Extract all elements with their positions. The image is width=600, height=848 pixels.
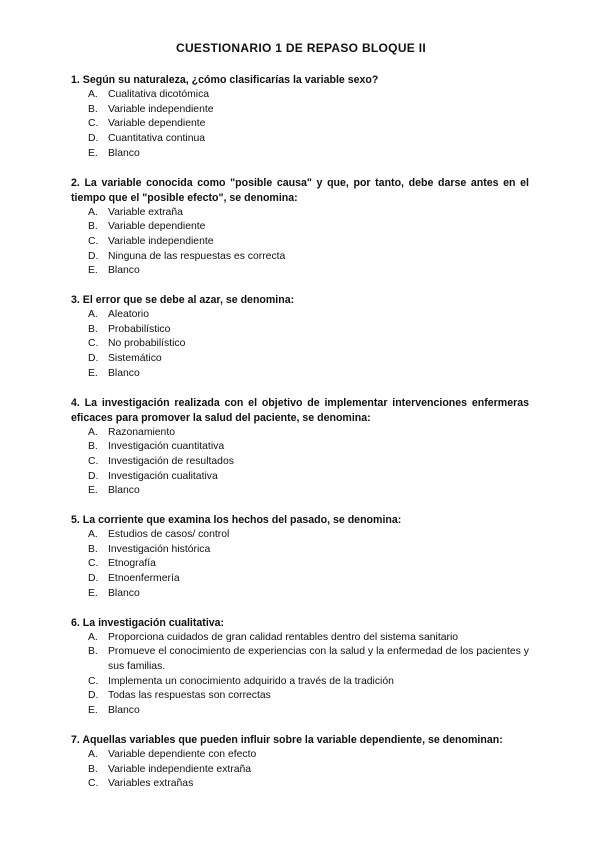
- option-text: Investigación cualitativa: [108, 470, 218, 482]
- option-letter: B.: [88, 221, 98, 233]
- option-letter: E.: [88, 367, 98, 379]
- answer-option: [71, 763, 529, 778]
- option-text: Cuantitativa continua: [108, 133, 206, 145]
- option-letter: C.: [88, 118, 99, 130]
- answer-option: [71, 206, 529, 221]
- answer-option: [71, 88, 529, 103]
- option-letter: B.: [88, 543, 98, 555]
- answer-option: [71, 455, 529, 470]
- question-text: 6. La investigación cualitativa:: [71, 616, 225, 629]
- option-letter: E.: [88, 265, 98, 277]
- option-text: Ninguna de las respuestas es correcta: [108, 250, 286, 262]
- answer-option: [71, 117, 529, 132]
- question-3: [71, 293, 529, 382]
- option-letter: C.: [88, 778, 99, 790]
- option-text: Razonamiento: [108, 426, 176, 438]
- answer-option: [71, 587, 529, 602]
- option-letter: E.: [88, 705, 98, 717]
- answer-option: [71, 337, 529, 352]
- option-letter: D.: [88, 470, 99, 482]
- option-text: Etnoenfermería: [108, 573, 180, 585]
- answer-option: [71, 235, 529, 250]
- question-2: [71, 176, 529, 280]
- option-letter: B.: [88, 646, 98, 658]
- option-text: Investigación cuantitativa: [108, 441, 225, 453]
- answer-option: [71, 308, 529, 323]
- option-letter: A.: [88, 89, 98, 100]
- option-list: [71, 206, 529, 280]
- answer-option: [71, 323, 529, 338]
- option-letter: A.: [88, 206, 98, 218]
- option-text: Todas las respuestas son correctas: [108, 690, 271, 702]
- answer-option: [71, 352, 529, 367]
- option-text: Variable dependiente: [108, 221, 206, 233]
- question-text: 1. Según su naturaleza, ¿cómo clasificarías la variable sexo?: [71, 74, 379, 86]
- option-letter: A.: [88, 309, 98, 321]
- question-text: 7. Aquellas variables que pueden influir sobre la variable dependiente, se denominan:: [71, 733, 503, 746]
- option-list: [71, 308, 529, 382]
- option-text: Variable independiente extraña: [108, 763, 252, 775]
- question-text: 4. La investigación realizada con el objetivo de implementar intervenciones enfermeras eficaces para promover la salud del paciente, se denomina:: [71, 396, 529, 424]
- option-letter: A.: [88, 748, 98, 760]
- option-text: Blanco: [108, 485, 140, 497]
- answer-option: [71, 675, 529, 690]
- document-title: CUESTIONARIO 1 DE REPASO BLOQUE II: [175, 41, 426, 55]
- option-letter: B.: [88, 441, 98, 453]
- answer-option: [71, 543, 529, 558]
- option-text: Blanco: [108, 147, 140, 159]
- option-letter: D.: [88, 133, 99, 145]
- option-text: Etnografía: [108, 558, 156, 570]
- answer-option: [71, 440, 529, 455]
- option-text: Variable dependiente con efecto: [108, 748, 257, 760]
- answer-option: [71, 367, 529, 382]
- answer-option: [71, 645, 529, 674]
- option-text: Blanco: [108, 265, 140, 277]
- option-letter: C.: [88, 235, 99, 247]
- option-letter: D.: [88, 690, 99, 702]
- option-text: Investigación de resultados: [108, 455, 234, 467]
- answer-option: [71, 426, 529, 441]
- option-letter: B.: [88, 323, 98, 335]
- answer-option: [71, 704, 529, 719]
- answer-option: [71, 147, 529, 162]
- question-text: 5. La corriente que examina los hechos del pasado, se denomina:: [71, 514, 402, 527]
- answer-option: [71, 132, 529, 147]
- option-letter: D.: [88, 353, 99, 365]
- option-letter: A.: [88, 426, 98, 438]
- question-text: 3. El error que se debe al azar, se denomina:: [71, 294, 295, 307]
- option-text: Estudios de casos/ control: [108, 529, 230, 541]
- option-text: No probabilístico: [108, 338, 186, 350]
- option-text: Variable dependiente: [108, 118, 206, 130]
- question-5: [71, 513, 529, 602]
- answer-option: [71, 264, 529, 279]
- option-letter: A.: [88, 631, 98, 643]
- option-text: Blanco: [108, 705, 140, 717]
- answer-option: [71, 777, 529, 792]
- option-letter: C.: [88, 455, 99, 467]
- option-letter: C.: [88, 338, 99, 350]
- option-letter: D.: [88, 250, 99, 262]
- option-letter: B.: [88, 763, 98, 775]
- question-list: [71, 73, 529, 792]
- question-7: [71, 733, 529, 792]
- answer-option: [71, 470, 529, 485]
- option-text: Variable independiente: [108, 103, 214, 115]
- option-letter: E.: [88, 587, 98, 599]
- answer-option: [71, 220, 529, 235]
- question-4: [71, 396, 529, 500]
- answer-option: [71, 484, 529, 499]
- option-list: [71, 631, 529, 719]
- answer-option: [71, 689, 529, 704]
- option-letter: C.: [88, 558, 99, 570]
- option-text: Variable independiente: [108, 235, 214, 247]
- option-text: Aleatorio: [108, 309, 150, 321]
- option-letter: C.: [88, 675, 99, 687]
- option-letter: E.: [88, 485, 98, 497]
- option-text: Cualitativa dicotómica: [108, 89, 210, 100]
- option-text: Variables extrañas: [108, 778, 194, 790]
- option-letter: E.: [88, 147, 98, 159]
- option-letter: A.: [88, 529, 98, 541]
- option-text: Blanco: [108, 587, 140, 599]
- answer-option: [71, 631, 529, 646]
- option-list: [71, 88, 529, 162]
- option-text: Probabilístico: [108, 323, 171, 335]
- question-text: 2. La variable conocida como "posible causa" y que, por tanto, debe darse antes en el tiempo que el "posible efecto", se denomina:: [71, 176, 529, 204]
- question-1: [71, 73, 529, 162]
- answer-option: [71, 748, 529, 763]
- option-text: Variable extraña: [108, 206, 183, 218]
- option-text: Investigación histórica: [108, 543, 211, 555]
- option-list: [71, 426, 529, 500]
- option-letter: D.: [88, 573, 99, 585]
- option-list: [71, 748, 529, 792]
- option-text: Proporciona cuidados de gran calidad rentables dentro del sistema sanitario: [108, 631, 459, 643]
- option-list: [71, 528, 529, 602]
- question-6: [71, 616, 529, 719]
- option-text: Blanco: [108, 367, 140, 379]
- option-letter: B.: [88, 103, 98, 115]
- option-text: Promueve el conocimiento de experiencias con la salud y la enfermedad de los pacientes y sus familias.: [108, 646, 529, 672]
- answer-option: [71, 528, 529, 543]
- answer-option: [71, 572, 529, 587]
- answer-option: [71, 103, 529, 118]
- option-text: Sistemático: [108, 353, 162, 365]
- answer-option: [71, 557, 529, 572]
- answer-option: [71, 250, 529, 265]
- option-text: Implementa un conocimiento adquirido a través de la tradición: [108, 675, 394, 687]
